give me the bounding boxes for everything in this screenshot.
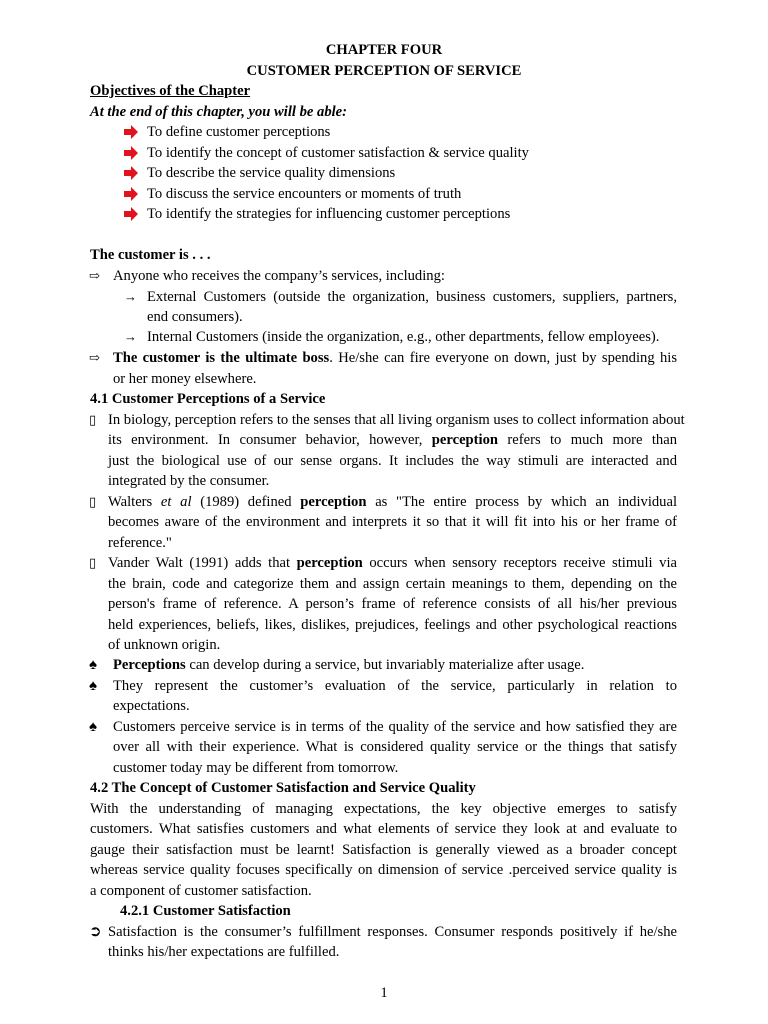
- objective-item: To describe the service quality dimensions: [147, 165, 396, 181]
- objectives-heading: Objectives of the Chapter: [90, 83, 251, 99]
- paragraph-line: whereas service quality focuses specifically on dimension of service .perceived service quality is: [90, 862, 677, 878]
- paragraph-line: Customers perceive service is in terms of the quality of the service and how satisfied they are: [113, 719, 677, 735]
- paragraph-line: They represent the customer’s evaluation of the service, particularly in relation to: [113, 678, 677, 694]
- missing-glyph-icon: ▯: [89, 494, 97, 509]
- paragraph-line: thinks his/her expectations are fulfilled.: [108, 944, 340, 960]
- paragraph-line: reference.": [108, 535, 172, 551]
- paragraph-line: customers. What satisfies customers and what elements of service they look at and evaluate to: [90, 821, 677, 837]
- objectives-intro: At the end of this chapter, you will be able:: [90, 104, 348, 120]
- red-arrow-icon: [124, 143, 139, 163]
- section-heading: 4.1 Customer Perceptions of a Service: [90, 391, 326, 407]
- small-arrow-icon: →: [124, 289, 137, 304]
- paragraph-line: Walters et al (1989) defined perception as "The entire process by which an individual: [108, 494, 678, 510]
- paragraph-line: integrated by the consumer.: [108, 473, 270, 489]
- paragraph-line: its environment. In consumer behavior, however, perception refers to much more than: [108, 432, 678, 448]
- customer-sub-item: Internal Customers (inside the organization, e.g., other departments, fellow employees).: [147, 329, 660, 345]
- paragraph-line: becomes aware of the environment and interprets it so that it will fit into his or her frame of: [108, 514, 677, 530]
- red-arrow-icon: [124, 122, 139, 142]
- customer-item: The customer is the ultimate boss. He/she can fire everyone on down, just by spending his: [113, 350, 677, 366]
- red-arrow-icon: [124, 204, 139, 224]
- paragraph-line: over all with their experience. What is considered quality service or the things that satisfy: [113, 739, 677, 755]
- paragraph-line: just the biological use of our sense organs. It includes the way stimuli are interacted and: [108, 453, 677, 469]
- objective-item: To identify the concept of customer satisfaction & service quality: [147, 145, 529, 161]
- paragraph-line: of unknown origin.: [108, 637, 221, 653]
- paragraph-line: Vander Walt (1991) adds that perception occurs when sensory receptors receive stimuli via: [108, 555, 677, 571]
- objective-item: To define customer perceptions: [147, 124, 331, 140]
- section-heading: 4.2 The Concept of Customer Satisfaction and Service Quality: [90, 780, 476, 796]
- paragraph-line: expectations.: [113, 698, 190, 714]
- paragraph-line: a component of customer satisfaction.: [90, 883, 312, 899]
- hollow-arrow-icon: ⇨: [89, 350, 100, 365]
- paragraph-line: held experiences, beliefs, likes, dislikes, prejudices, feelings and other psychological reactions: [108, 617, 677, 633]
- spade-icon: ♠: [89, 719, 97, 735]
- missing-glyph-icon: ▯: [89, 412, 97, 427]
- objective-item: To identify the strategies for influencing customer perceptions: [147, 206, 511, 222]
- objective-item: To discuss the service encounters or moments of truth: [147, 186, 462, 202]
- chapter-number: CHAPTER FOUR: [325, 42, 443, 58]
- missing-glyph-icon: ▯: [89, 555, 97, 570]
- paragraph-line: In biology, perception refers to the senses that all living organism uses to collect information about: [108, 412, 685, 428]
- paragraph-line: With the understanding of managing expectations, the key objective emerges to satisfy: [90, 801, 677, 817]
- customer-heading: The customer is . . .: [90, 247, 211, 263]
- red-arrow-icon: [124, 163, 139, 183]
- paragraph-line: customer today may be different from tomorrow.: [113, 760, 399, 776]
- page-number: 1: [380, 985, 388, 1001]
- paragraph-line: Satisfaction is the consumer’s fulfillment responses. Consumer responds positively if he/she: [108, 924, 677, 940]
- paragraph-line: Perceptions can develop during a service, but invariably materialize after usage.: [113, 657, 585, 673]
- small-arrow-icon: →: [124, 329, 137, 344]
- chapter-title: CUSTOMER PERCEPTION OF SERVICE: [246, 63, 522, 79]
- curved-arrow-icon: ➲: [89, 924, 102, 940]
- paragraph-line: the brain, code and categorize them and assign certain meanings to them, depending on the: [108, 576, 677, 592]
- customer-sub-item: External Customers (outside the organization, business customers, suppliers, partners,: [147, 289, 677, 305]
- spade-icon: ♠: [89, 678, 97, 694]
- hollow-arrow-icon: ⇨: [89, 268, 100, 283]
- paragraph-line: person's frame of reference. A person’s frame of reference consists of all his/her previous: [108, 596, 677, 612]
- customer-item: Anyone who receives the company’s services, including:: [113, 268, 445, 284]
- paragraph-line: gauge their satisfaction must be learnt! Satisfaction is generally viewed as a broader concept: [90, 842, 677, 858]
- spade-icon: ♠: [89, 657, 97, 673]
- customer-item-cont: or her money elsewhere.: [113, 371, 257, 387]
- customer-sub-item-cont: end consumers).: [147, 309, 243, 325]
- red-arrow-icon: [124, 184, 139, 204]
- subsection-heading: 4.2.1 Customer Satisfaction: [120, 903, 291, 919]
